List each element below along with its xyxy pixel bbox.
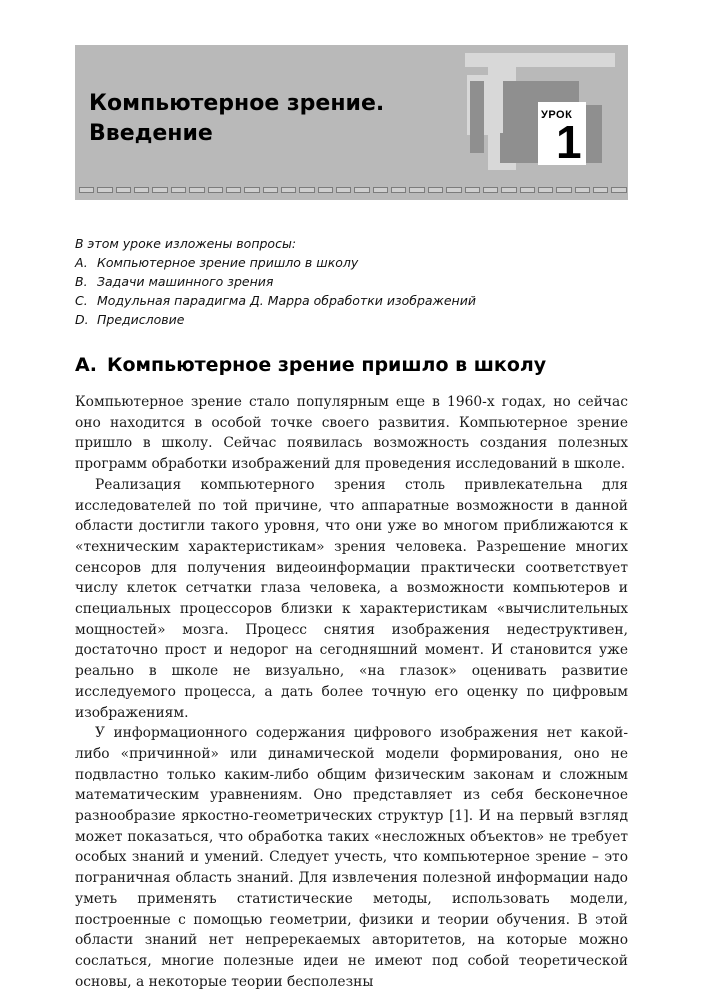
topic-text: Задачи машинного зрения [97, 274, 274, 289]
body-text [75, 392, 628, 992]
topic-item [75, 272, 476, 291]
topic-item [75, 253, 476, 272]
section-title: Компьютерное зрение пришло в школу [106, 354, 547, 376]
topic-text: Компьютерное зрение пришло в школу [97, 255, 359, 270]
lesson-number: 1 [556, 116, 582, 168]
decor-block-dark-vertical [470, 81, 484, 153]
paragraph: Компьютерное зрение стало популярным еще в 1960-х годах, но сейчас оно находится в особой точке своего развития. Компьютерное зрение пришло в школу. Сейчас появилась возможность создания полезных программ обработки изображений для проведения исследований в школе. [75, 394, 628, 473]
topic-letter: C. [75, 293, 88, 308]
section-heading [75, 354, 546, 376]
chapter-title-line2: Введение [89, 121, 213, 146]
topic-letter: D. [75, 312, 89, 327]
lesson-label: УРОК [541, 109, 573, 121]
topic-item [75, 291, 476, 310]
decor-block-dark-right [586, 105, 602, 163]
lesson-topics [75, 234, 476, 329]
topic-item [75, 310, 476, 329]
chapter-banner [75, 45, 628, 200]
chapter-title-line1: Компьютерное зрение. [89, 91, 385, 116]
paragraph: Реализация компьютерного зрения столь привлекательна для исследователей по той причине, что аппаратные возможности в данной области достигли такого уровня, что они уже во многом приближаются к «техническим характеристикам» зрения человека. Разрешение многих сенсоров для получения видеоинформации практически соответствует числу клеток сетчатки глаза человека, а возможности компьютеров и специальных процессоров близки к характеристикам «вычислительных мощностей» мозга. Процесс снятия изображения недеструктивен, достаточно прост и недорог на сегодняшний момент. И становится уже реально в школе не визуально, «на глазок» оценивать развитие исследуемого процесса, а дать более точную его оценку по цифровым изображениям. [75, 476, 628, 721]
topic-text: Модульная парадигма Д. Марра обработки изображений [97, 293, 476, 308]
section-letter: А. [75, 354, 97, 376]
chapter-title [89, 89, 384, 149]
topics-heading: В этом уроке изложены вопросы: [75, 236, 297, 251]
topic-letter: B. [75, 274, 88, 289]
paragraph: У информационного содержания цифрового изображения нет какой-либо «причинной» или динамической модели формирования, оно не подвластно только каким-либо общим физическим законам и сложным математическим уравнениям. Оно представляет из себя бесконечное разнообразие яркостно-геометрических структур [1]. И на первый взгляд может показаться, что обработка таких «несложных объектов» не требует особых знаний и умений. Следует учесть, что компьютерное зрение – это пограничная область знаний. Для извлечения полезной информации надо уметь применять статистические методы, использовать модели, построенные с помощью геометрии, физики и теории обучения. В этой области знаний нет непререкаемых авторитетов, на которые можно сослаться, многие полезные идеи не имеют под собой теоретической основы, а некоторые теории бесполезны [75, 725, 628, 990]
decor-dash-row [79, 187, 627, 193]
topic-text: Предисловие [97, 312, 185, 327]
topic-letter: A. [75, 255, 88, 270]
